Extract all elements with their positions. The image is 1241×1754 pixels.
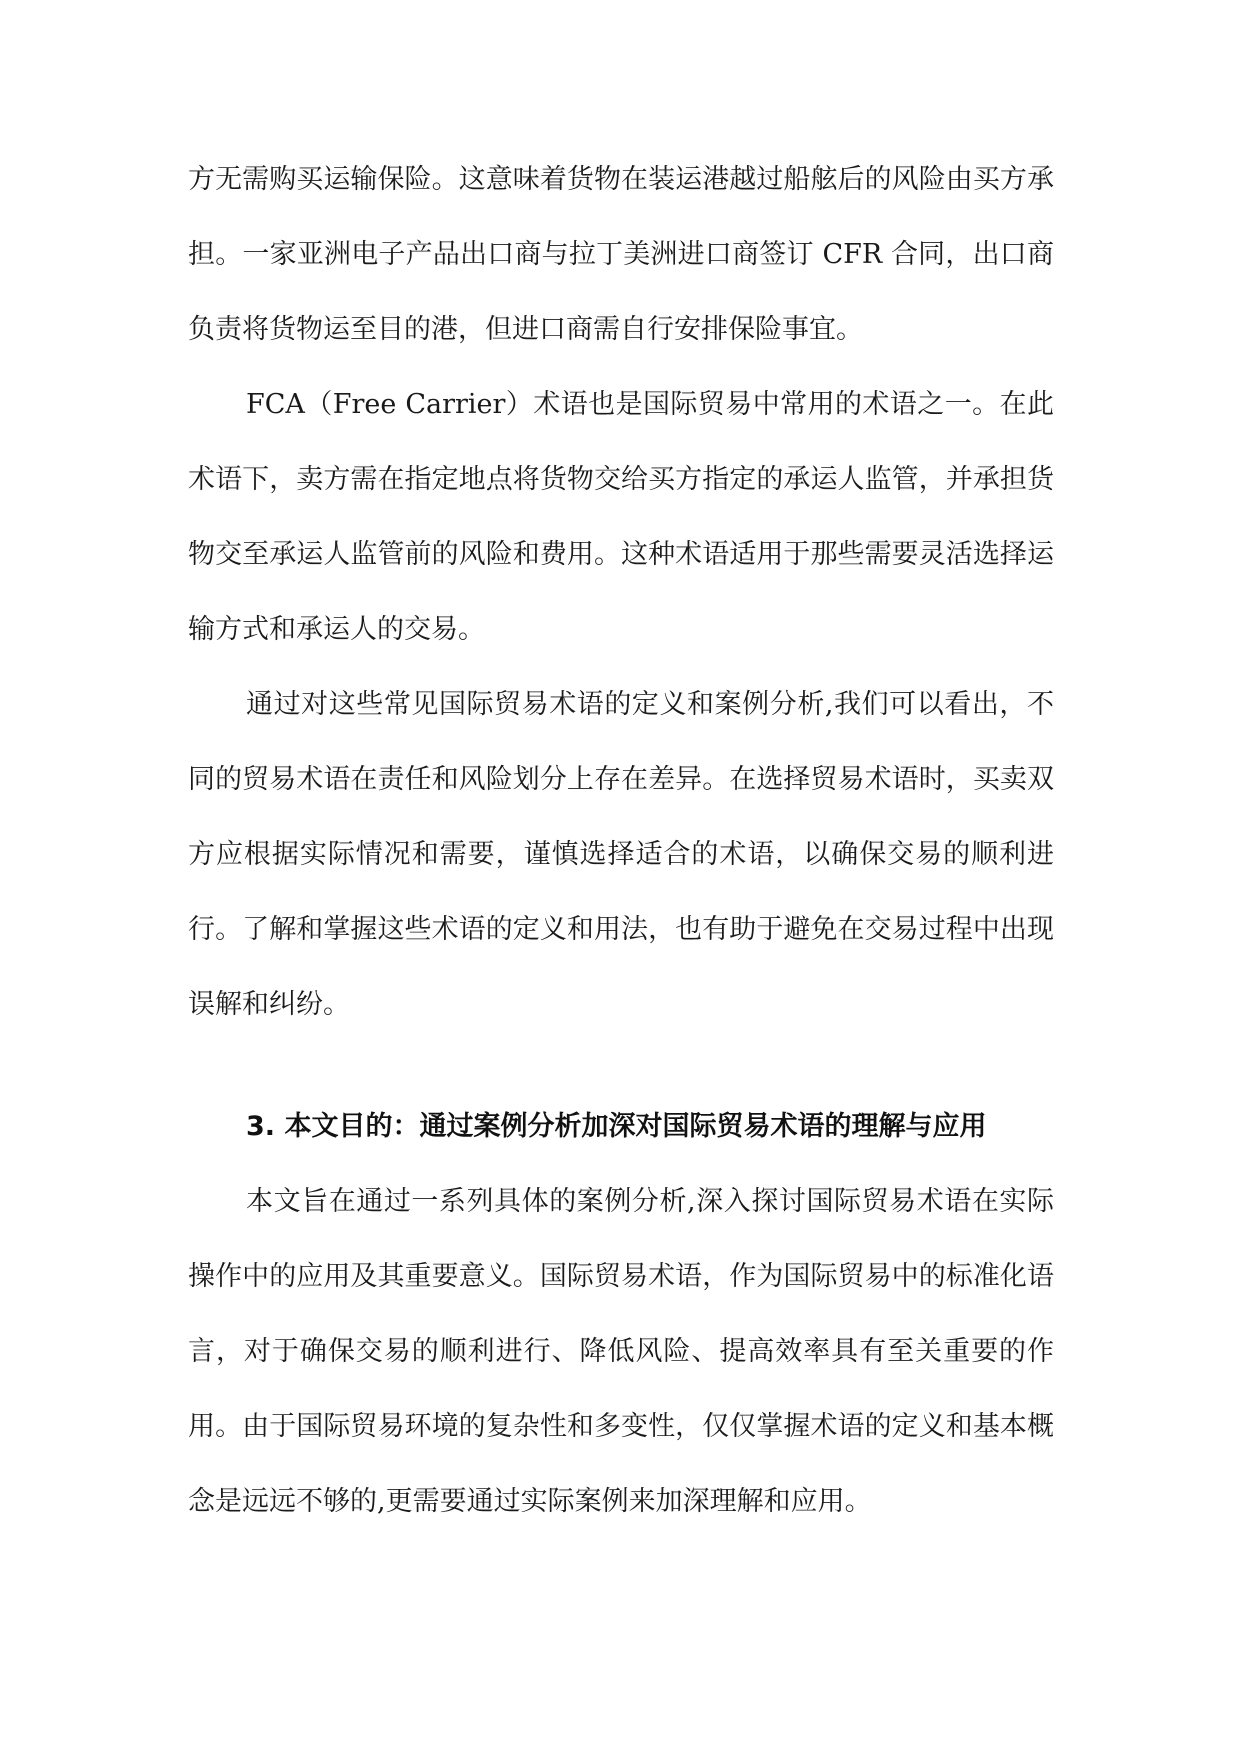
document-body xyxy=(188,142,1054,1539)
paragraph-cfr-continuation: 方无需购买运输保险。这意味着货物在装运港越过船舷后的风险由买方承担。一家亚洲电子产品出口商与拉丁美洲进口商签订 CFR 合同，出口商负责将货物运至目的港，但进口商需自行安排保险事宜。 xyxy=(188,164,1054,345)
paragraph-fca: FCA（Free Carrier）术语也是国际贸易中常用的术语之一。在此术语下，卖方需在指定地点将货物交给买方指定的承运人监管，并承担货物交至承运人监管前的风险和费用。这种术语适用于那些需要灵活选择运输方式和承运人的交易。 xyxy=(188,389,1054,645)
paragraph-summary: 通过对这些常见国际贸易术语的定义和案例分析,我们可以看出，不同的贸易术语在责任和风险划分上存在差异。在选择贸易术语时，买卖双方应根据实际情况和需要，谨慎选择适合的术语，以确保交易的顺利进行。了解和掌握这些术语的定义和用法，也有助于避免在交易过程中出现误解和纠纷。 xyxy=(188,689,1054,1020)
section-heading: 3. 本文目的：通过案例分析加深对国际贸易术语的理解与应用 xyxy=(246,1111,987,1142)
paragraph-purpose: 本文旨在通过一系列具体的案例分析,深入探讨国际贸易术语在实际操作中的应用及其重要意义。国际贸易术语，作为国际贸易中的标准化语言，对于确保交易的顺利进行、降低风险、提高效率具有至关重要的作用。由于国际贸易环境的复杂性和多变性，仅仅掌握术语的定义和基本概念是远远不够的,更需要通过实际案例来加深理解和应用。 xyxy=(188,1186,1054,1517)
